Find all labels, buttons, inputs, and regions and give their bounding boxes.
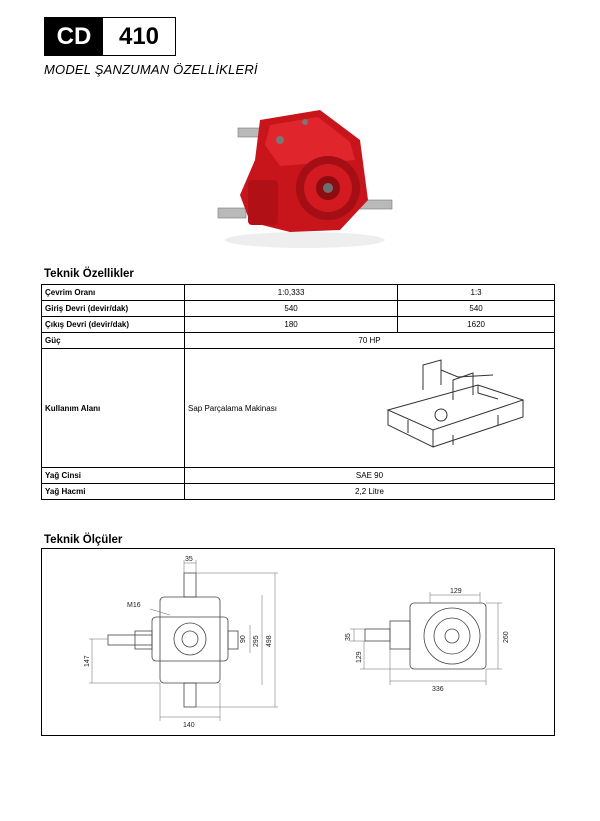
gearbox-image (210, 100, 400, 250)
dim-side-bottom: 336 (432, 686, 444, 693)
table-row (42, 301, 555, 317)
technical-specs-title: Teknik Özellikler (44, 268, 134, 280)
table-row (42, 333, 555, 349)
technical-dimensions-title: Teknik Ölçüler (44, 534, 123, 546)
table-row (42, 285, 555, 301)
row-label: Giriş Devri (devir/dak) (42, 301, 185, 317)
table-row (42, 349, 555, 468)
table-row (42, 484, 555, 500)
row-value: SAE 90 (185, 468, 555, 484)
dim-h1: 90 (240, 635, 247, 643)
row-value: 540 (398, 301, 555, 317)
row-label: Çıkış Devri (devir/dak) (42, 317, 185, 333)
dim-h3: 498 (266, 635, 273, 647)
dim-h2: 295 (253, 635, 260, 647)
row-value: 1:3 (398, 285, 555, 301)
mower-drawing (383, 355, 528, 463)
dim-thread: M16 (127, 602, 141, 609)
row-value: Sap Parçalama Makinası (188, 403, 277, 413)
model-badge (44, 17, 176, 56)
model-number: 410 (118, 22, 160, 50)
dim-top: 35 (185, 556, 193, 563)
row-value: 1620 (398, 317, 555, 333)
model-code: CD (45, 18, 103, 55)
dim-bottom: 140 (183, 722, 195, 729)
usage-cell (185, 349, 555, 468)
technical-specs-table (41, 284, 555, 500)
row-value: 70 HP (185, 333, 555, 349)
dim-side-left1: 35 (345, 633, 352, 641)
table-row (42, 317, 555, 333)
row-label: Güç (42, 333, 185, 349)
side-view-drawing (330, 585, 530, 695)
row-value: 180 (185, 317, 398, 333)
dim-side-top: 129 (450, 588, 462, 595)
front-view-drawing (80, 555, 300, 730)
row-label: Yağ Hacmi (42, 484, 185, 500)
row-label: Çevrim Oranı (42, 285, 185, 301)
dim-left: 147 (84, 655, 91, 667)
dim-side-left2: 129 (356, 651, 363, 663)
row-value: 540 (185, 301, 398, 317)
page-subtitle: MODEL ŞANZUMAN ÖZELLİKLERİ (44, 62, 258, 77)
row-label: Kullanım Alanı (42, 349, 185, 468)
row-label: Yağ Cinsi (42, 468, 185, 484)
row-value: 2,2 Litre (185, 484, 555, 500)
dim-side-right: 260 (503, 631, 510, 643)
row-value: 1:0,333 (185, 285, 398, 301)
table-row (42, 468, 555, 484)
